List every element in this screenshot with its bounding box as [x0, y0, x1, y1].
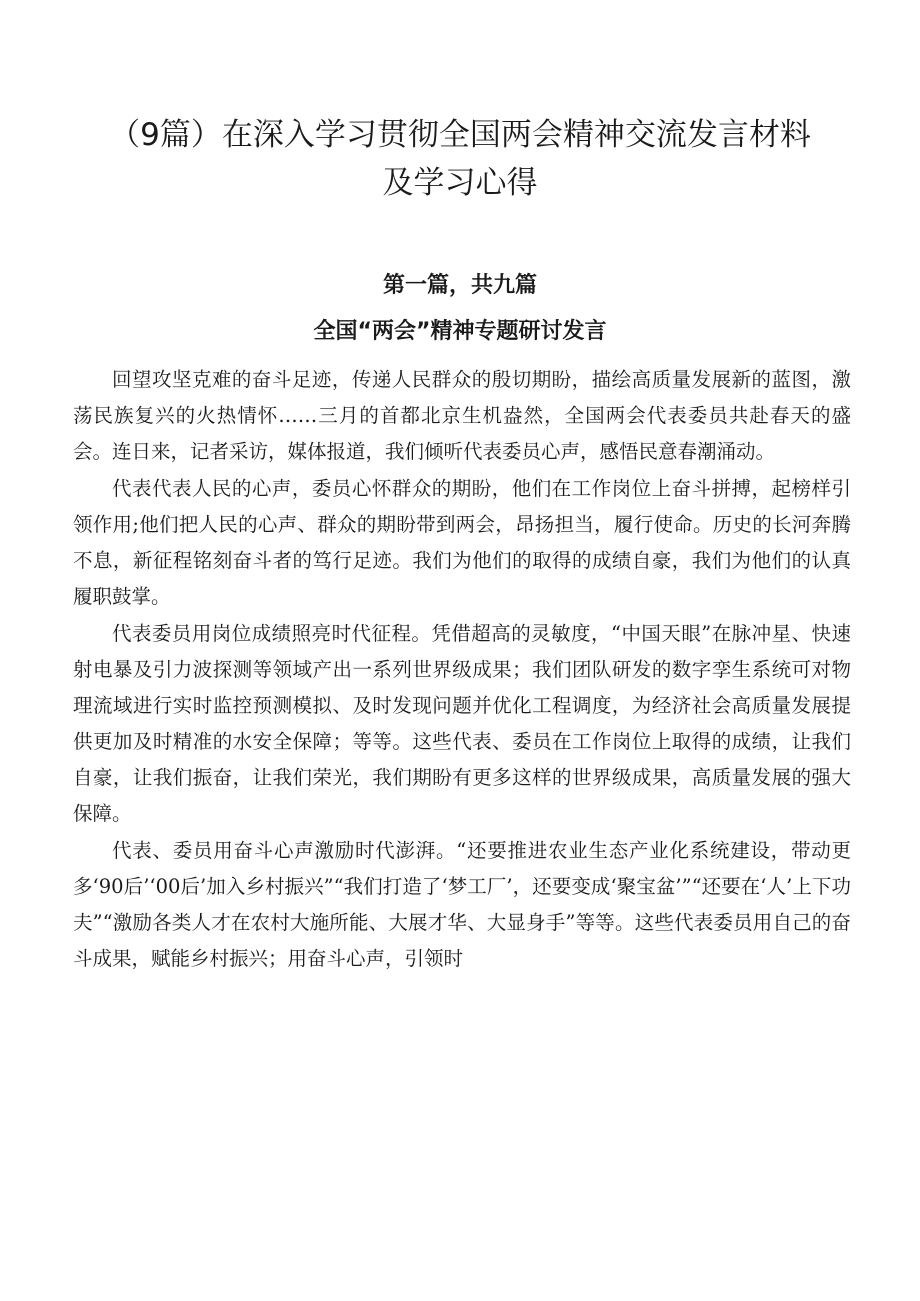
- section-title: 全国“两会”精神专题研讨发言: [313, 319, 607, 344]
- paragraph-4: 代表、委员用奋斗心声激励时代澎湃。“还要推进农业生态产业化系统建设，带动更多‘90后’‘00后’加入乡村振兴”“我们打造了‘梦工厂’，还要变成‘聚宝盆’”“还要在‘人’上下功夫”“激励各类人才在农村大施所能、大展才华、大显身手”等等。这些代表委员用自己的奋斗成果，赋能乡村振兴；用奋斗心声，引领时: [73, 839, 851, 970]
- paragraph-3: 代表委员用岗位成绩照亮时代征程。凭借超高的灵敏度，“中国天眼”在脉冲星、快速射电暴及引力波探测等领域产出一系列世界级成果；我们团队研发的数字孪生系统可对物理流域进行实时监控预测模拟、及时发现问题并优化工程调度，为经济社会高质量发展提供更加及时精准的水安全保障；等等。这些代表、委员在工作岗位上取得的成绩，让我们自豪，让我们振奋，让我们荣光，我们期盼有更多这样的世界级成果，高质量发展的强大保障。: [73, 622, 851, 825]
- section-number: 第一篇，共九篇: [382, 273, 537, 298]
- document-title-line-1: （9篇）在深入学习贯彻全国两会精神交流发言材料: [109, 117, 811, 153]
- document-body: [73, 362, 851, 978]
- document-title-line-2: 及学习心得: [382, 165, 538, 201]
- paragraph-2: 代表代表人民的心声，委员心怀群众的期盼，他们在工作岗位上奋斗拼搏，起榜样引领作用;他们把人民的心声、群众的期盼带到两会，昂扬担当，履行使命。历史的长河奔腾不息，新征程铭刻奋斗者的笃行足迹。我们为他们的取得的成绩自豪，我们为他们的认真履职鼓掌。: [73, 477, 851, 608]
- paragraph-1: 回望攻坚克难的奋斗足迹，传递人民群众的殷切期盼，描绘高质量发展新的蓝图，激荡民族复兴的火热情怀……三月的首都北京生机盎然，全国两会代表委员共赴春天的盛会。连日来，记者采访，媒体报道，我们倾听代表委员心声，感悟民意春潮涌动。: [73, 368, 851, 463]
